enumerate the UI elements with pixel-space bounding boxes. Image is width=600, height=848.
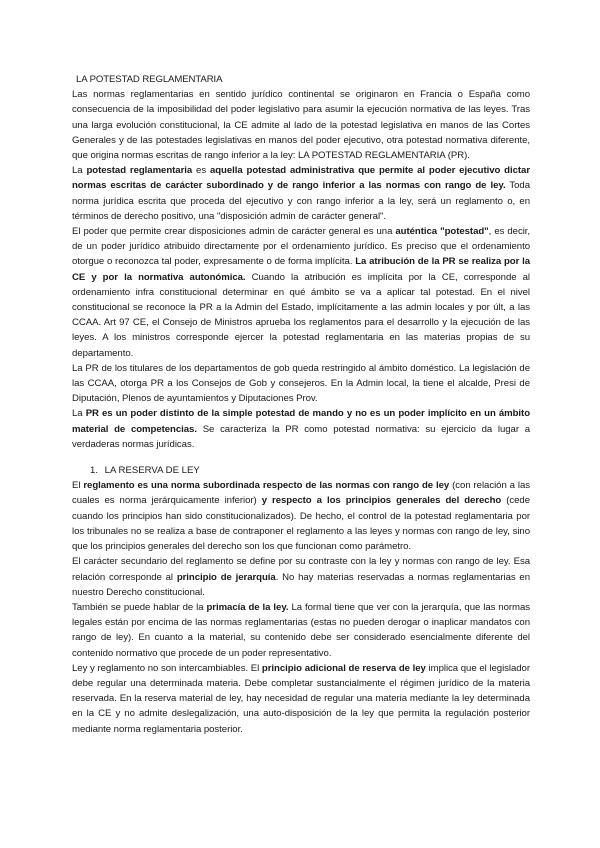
text-run: Las normas reglamentarias en sentido jurídico continental se originaron en Francia o España como consecuencia de la imposibilidad del poder legislativo para asumir la ejecución normativa de las leyes. Tras una larga evolución constitucional, la CE admite al lado de la potestad legislativa en manos de las Cortes Generales y de las potestades legislativas en manos del poder ejecutivo, otra potestad normativa diferente, que origina normas escritas de rango inferior a la ley: LA POTESTAD REGLAMENTARIA (PR). bbox=[72, 89, 530, 162]
section-title: LA RESERVA DE LEY bbox=[104, 465, 200, 477]
section-body bbox=[72, 478, 530, 736]
bold-text: principio de jerarquía bbox=[176, 571, 276, 583]
text-run: Toda norma jurídica escrita que proceda del ejecutivo y con rango inferior a la ley, será un reglamento o, en términos de derecho positivo, una "disposición admin de carácter general". bbox=[72, 180, 530, 222]
paragraph bbox=[72, 87, 530, 163]
section-heading bbox=[90, 463, 530, 478]
bold-text: auténtica "potestad" bbox=[395, 226, 489, 238]
paragraph bbox=[72, 361, 530, 407]
intro-body bbox=[72, 87, 530, 452]
text-run: También se puede hablar de la bbox=[72, 601, 207, 613]
paragraph bbox=[72, 600, 530, 661]
text-run: La PR de los titulares de los departamentos de gob queda restringido al ámbito doméstico. La legislación de las CCAA, otorga PR a los Consejos de Gob y consejeros. En la Admin local, la tiene el alcalde, Presi de Diputación, Plenos de ayuntamientos y Diputaciones Prov. bbox=[72, 362, 530, 405]
text-run: es bbox=[192, 165, 210, 177]
bold-text: La atribución de la PR se realiza por la CE y por la normativa autonómica. bbox=[72, 256, 530, 283]
text-run: Ley y reglamento no son intercambiables. El bbox=[72, 662, 262, 674]
text-run: Cuando la atribución es implícita por la CE, corresponde al ordenamiento infra constitucional determinar en qué ámbito se va a aplicar tal potestad. En el nivel constitucional se reconoce la PR a la Admin del Estado, implícitamente a las admin locales y por últ, a las CCAA. Art 97 CE, el Consejo de Ministros aprueba los reglamentos para el desarrollo y la ejecución de las leyes. A los ministros corresponde ejercer la potestad reglamentaria en las materias propias de su departamento. bbox=[72, 271, 530, 359]
paragraph bbox=[72, 406, 530, 452]
text-run: El poder que permite crear disposiciones admin de carácter general es una bbox=[72, 226, 396, 238]
paragraph bbox=[72, 661, 530, 737]
bold-text: primacía de la ley. bbox=[206, 601, 289, 613]
bold-text: reglamento es una norma subordinada respecto de las normas con rango de ley bbox=[83, 480, 450, 492]
bold-text: potestad reglamentaria bbox=[86, 165, 193, 177]
text-run: Se caracteriza la PR como potestad normativa: su ejercicio da lugar a verdaderas normas jurídicas. bbox=[72, 423, 530, 450]
document-title: LA POTESTAD REGLAMENTARIA bbox=[76, 74, 223, 85]
text-run: (con relación a las cuales es norma jerárquicamente inferior) bbox=[72, 480, 531, 507]
bold-text: aquella potestad administrativa que permite al poder ejecutivo dictar normas escritas de carácter subordinado y de rango inferior a las normas con rango de ley. bbox=[72, 165, 531, 192]
text-run: El bbox=[72, 480, 84, 492]
paragraph bbox=[72, 224, 530, 361]
bold-text: principio adicional de reserva de ley bbox=[261, 662, 426, 674]
text-run: implica que el legislador debe regular una determinada materia. Debe completar sustancialmente el régimen jurídico de la materia reservada. En la reserva material de ley, hay necesidad de regular una materia mediante la ley determinada en la CE y no admite deslegalización, una auto-disposición de la ley que permita la regulación posterior mediante norma reglamentaria posterior. bbox=[72, 662, 530, 735]
bold-text: PR es un poder distinto de la simple potestad de mando y no es un poder implícito en un ámbito material de competencias. bbox=[72, 408, 530, 435]
text-run: La bbox=[72, 165, 87, 177]
text-run: La formal tiene que ver con la jerarquía, que las normas legales están por encima de las normas reglamentarias (estas no pueden derogar o inaplicar mandatos con rango de ley). En cuanto a la material, su contenido debe ser considerado esencialmente diferente del contenido normativo que procede de un poder representativo. bbox=[72, 601, 530, 659]
paragraph bbox=[72, 163, 530, 224]
paragraph bbox=[72, 478, 530, 554]
paragraph bbox=[72, 554, 530, 600]
bold-text: y respecto a los principios generales del derecho bbox=[261, 495, 502, 507]
text-run: . No hay materias reservadas a normas reglamentarias en nuestro Derecho constitucional. bbox=[72, 571, 530, 598]
section-number: 1. bbox=[90, 465, 99, 477]
text-run: El carácter secundario del reglamento se define por su contraste con la ley y normas con rango de ley. Esa relación corresponde al bbox=[72, 556, 530, 583]
text-run: (cede cuando los principios han sido constitucionalizados). De hecho, el control de la potestad reglamentaria por los tribunales no se realiza a base de contraponer el reglamento a las leyes y normas con rango de ley, sino que los principios generales del derecho son los que funcionan como parámetro. bbox=[72, 495, 530, 553]
text-run: , es decir, de un poder jurídico atribuido directamente por el ordenamiento jurídico. Es preciso que el ordenamiento otorgue o reconozca tal poder, expresamente o de forma implícita. bbox=[72, 226, 531, 268]
text-run: La bbox=[72, 408, 86, 420]
